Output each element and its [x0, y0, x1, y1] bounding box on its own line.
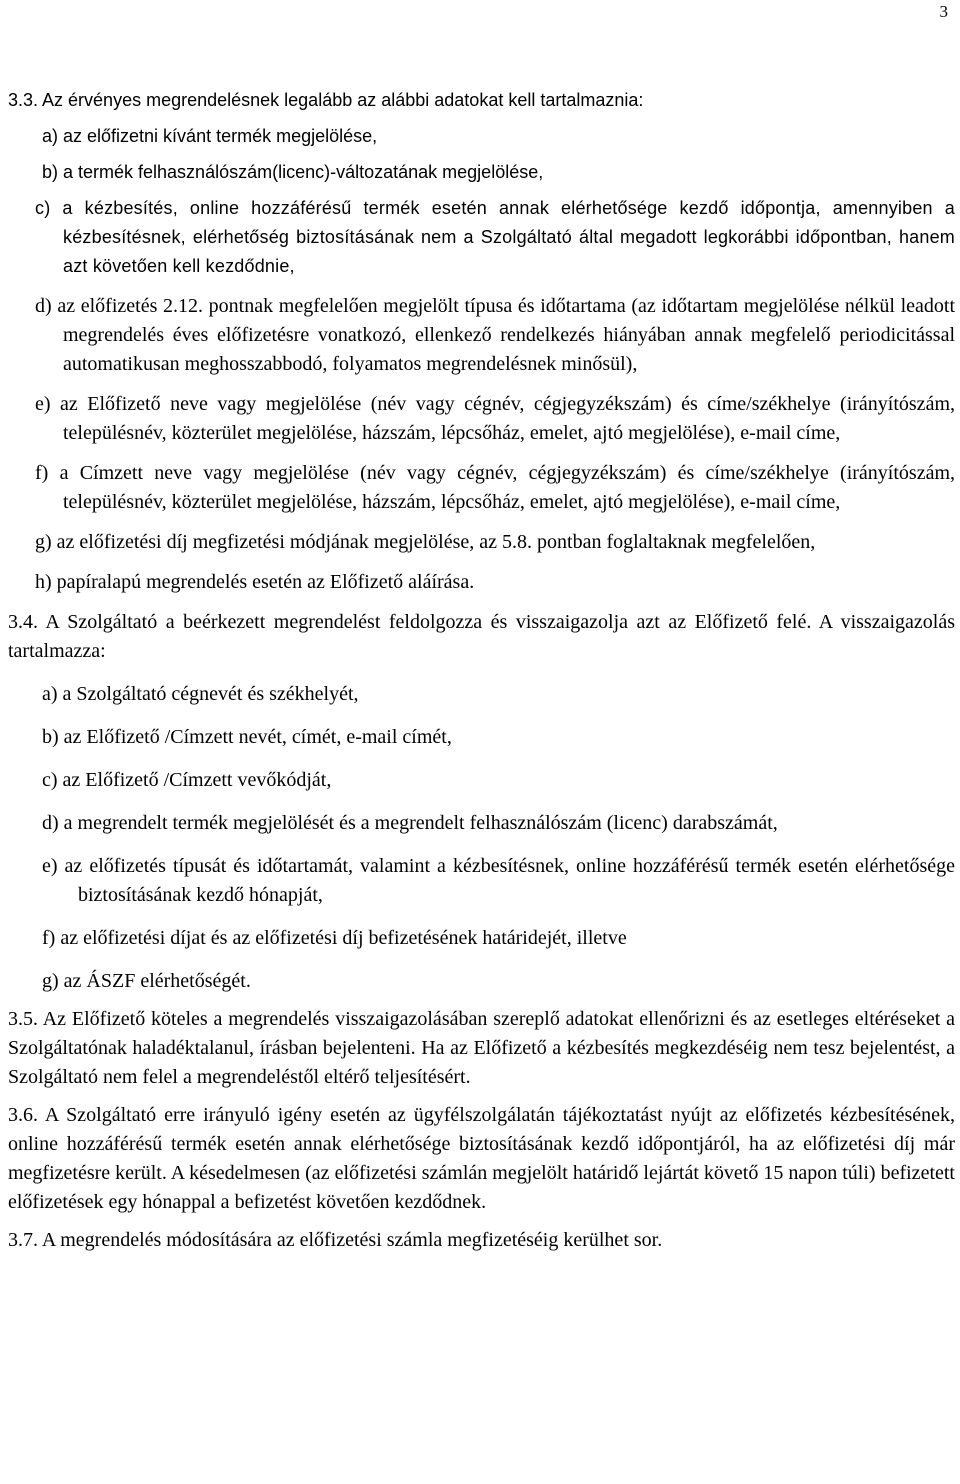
list-item-3-3-h: h) papíralapú megrendelés esetén az Előfizető aláírása. — [35, 571, 475, 593]
list-item-3-4-a: a) a Szolgáltató cégnevét és székhelyét, — [42, 683, 359, 705]
list-item-3-3-b: b) a termék felhasználószám(licenc)-változatának megjelölése, — [42, 162, 544, 182]
section-3-6: 3.6. A Szolgáltató erre irányuló igény esetén az ügyfélszolgálatán tájékoztatást nyújt az előfizetés kézbesítésének, online hozzáférésű termék esetén annak elérhetősége biztosításának kezdő időpontjáról, ha az előfizetési díj már megfizetésre került. A késedelmesen (az előfizetési számlán megjelölt határidő lejártát követő 15 napon túli) befizetett előfizetések egy hónappal a befizetést követően kezdődnek. — [8, 1104, 955, 1213]
list-item-3-4-c: c) az Előfizető /Címzett vevőkódját, — [42, 769, 332, 791]
section-3-3-intro: 3.3. Az érvényes megrendelésnek legalább az alábbi adatokat kell tartalmaznia: — [8, 90, 644, 110]
list-item-3-4-b: b) az Előfizető /Címzett nevét, címét, e-mail címét, — [42, 726, 452, 748]
list-item-3-3-f: f) a Címzett neve vagy megjelölése (név vagy cégnév, cégjegyzékszám) és címe/székhelye (irányítószám, településnév, közterület megjelölése, házszám, lépcsőház, emelet, ajtó megjelölése), e-mail címe, — [35, 462, 955, 513]
page-number: 3 — [939, 2, 948, 21]
list-item-3-4-d: d) a megrendelt termék megjelölését és a megrendelt felhasználószám (licenc) darabszámát, — [42, 812, 778, 834]
list-item-3-3-c: c) a kézbesítés, online hozzáférésű termék esetén annak elérhetősége kezdő időpontja, amennyiben a kézbesítésnek, elérhetőség biztosításának nem a Szolgáltató által megadott legkorábbi időpontban, hanem azt követően kell kezdődnie, — [35, 198, 955, 276]
list-item-3-3-g: g) az előfizetési díj megfizetési módjának megjelölése, az 5.8. pontban foglaltaknak megfelelően, — [35, 531, 816, 553]
section-3-7: 3.7. A megrendelés módosítására az előfizetési számla megfizetéséig kerülhet sor. — [8, 1229, 663, 1251]
list-item-3-3-e: e) az Előfizető neve vagy megjelölése (név vagy cégnév, cégjegyzékszám) és címe/székhelye (irányítószám, településnév, közterület megjelölése, házszám, lépcsőház, emelet, ajtó megjelölése), e-mail címe, — [35, 393, 955, 444]
section-3-5: 3.5. Az Előfizető köteles a megrendelés visszaigazolásában szereplő adatokat ellenőrizni és az esetleges eltéréseket a Szolgáltatónak haladéktalanul, írásban bejelenteni. Ha az Előfizető a kézbesítés megkezdéséig nem tesz bejelentést, a Szolgáltató nem felel a megrendeléstől eltérő teljesítésért. — [8, 1008, 955, 1088]
list-item-3-4-g: g) az ÁSZF elérhetőségét. — [42, 970, 251, 992]
list-item-3-4-e: e) az előfizetés típusát és időtartamát, valamint a kézbesítésnek, online hozzáférésű termék esetén elérhetősége biztosításának kezdő hónapját, — [42, 855, 955, 906]
document-body — [8, 86, 955, 1255]
list-item-3-3-a: a) az előfizetni kívánt termék megjelölése, — [42, 126, 378, 146]
section-3-4-intro — [8, 608, 955, 666]
section-3-4-text: 3.4. A Szolgáltató a beérkezett megrendelést feldolgozza és visszaigazolja azt az Előfizető felé. A visszaigazolás tartalmazza: — [8, 611, 955, 662]
list-item-3-4-f: f) az előfizetési díjat és az előfizetési díj befizetésének határidejét, illetve — [42, 927, 627, 949]
list-item-3-3-d: d) az előfizetés 2.12. pontnak megfelelően megjelölt típusa és időtartama (az időtartam megjelölése nélkül leadott megrendelés éves előfizetésre vonatkozó, ellenkező rendelkezés hiányában annak megfelelő periodicitással automatikusan meghosszabbodó, folyamatos megrendelésnek minősül), — [35, 295, 955, 375]
